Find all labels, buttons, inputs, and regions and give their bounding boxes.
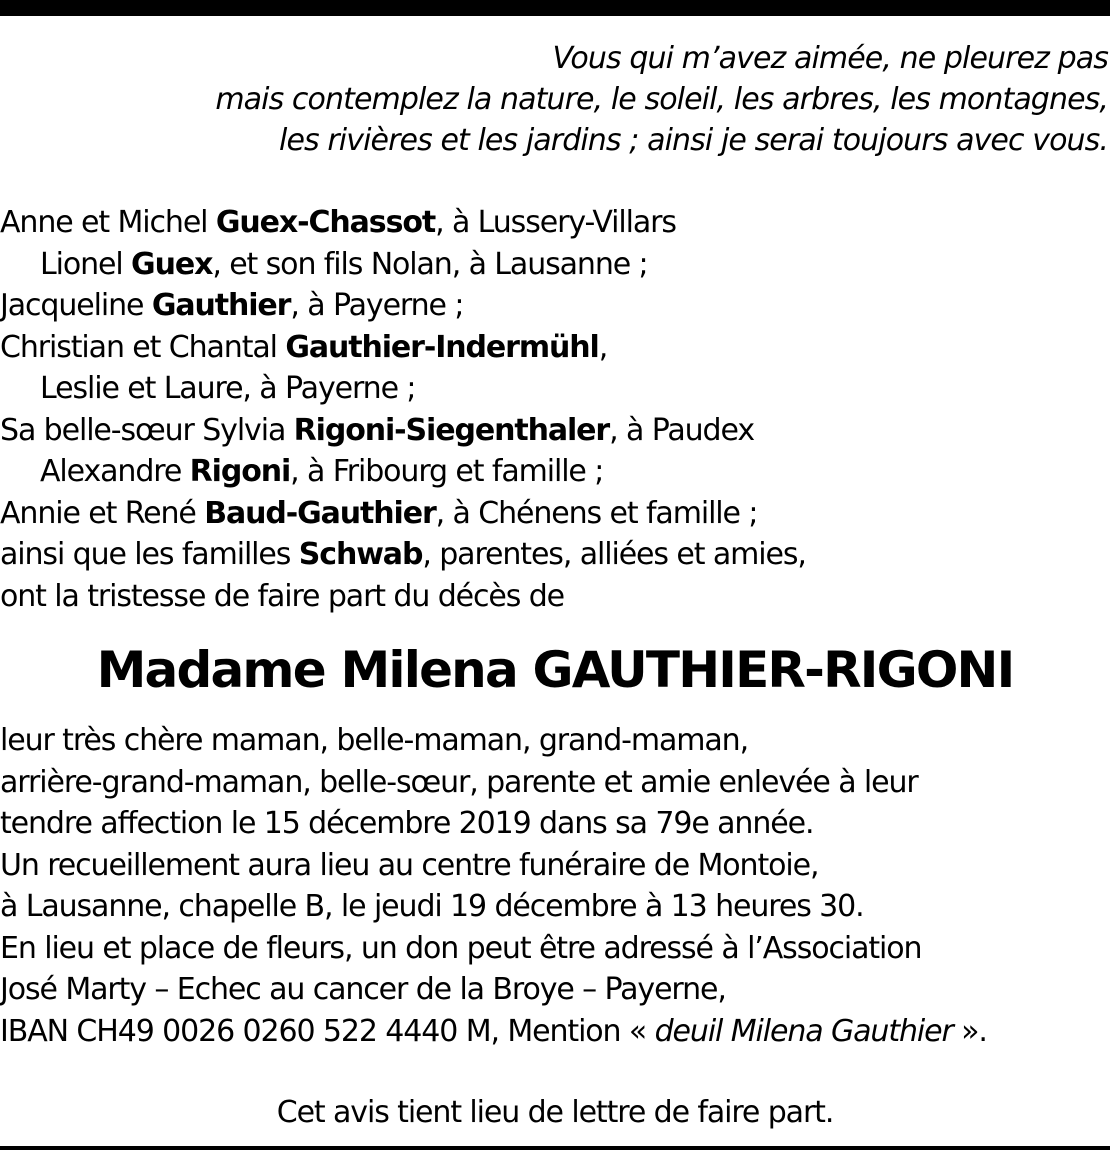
family-line: Leslie et Laure, à Payerne ; [40,371,416,406]
family-line [0,285,806,327]
family-line [0,451,806,493]
family-line-text: Anne et Michel [0,205,216,240]
body-line: Un recueillement aura lieu au centre funéraire de Montoie, [0,847,819,883]
family-line-text: , à Chénens et famille ; [435,495,758,531]
family-surname: Gauthier-Indermühl [285,329,599,365]
family-line [0,244,806,286]
poem-line: mais contemplez la nature, le soleil, les arbres, les montagnes, [215,82,1108,117]
family-line-text: , à Paudex [609,412,754,448]
family-line-text: Christian et Chantal [0,329,286,365]
family-surname: Rigoni [189,454,291,489]
family-line-text: ainsi que les familles [0,537,299,572]
deceased-name: Madame Milena GAUTHIER-RIGONI [96,641,1014,699]
family-line-text: Jacqueline [0,288,152,323]
announcement-body [0,720,987,1052]
iban-text: IBAN CH49 0026 0260 522 4440 M, Mention « [0,1013,655,1049]
family-surname: Baud-Gauthier [204,495,436,531]
family-line [0,410,806,452]
family-line-text: Alexandre [40,454,190,489]
body-line: tendre affection le 15 décembre 2019 dans sa 79e année. [0,806,814,841]
body-line: arrière-grand-maman, belle-sœur, parente et amie enlevée à leur [0,764,918,800]
family-line-text: Lionel [40,246,132,282]
iban-text-end: ». [952,1013,987,1049]
family-line-text: Sa belle-sœur Sylvia [0,412,294,448]
family-line [0,493,806,535]
family-list [0,202,806,617]
family-surname: Guex-Chassot [215,205,436,240]
family-line-text: , à Lussery-Villars [435,205,676,240]
bottom-rule [0,1146,1110,1150]
top-rule [0,0,1110,16]
family-line [0,202,806,244]
family-surname: Gauthier [151,288,291,323]
donation-mention: deuil Milena Gauthier [654,1013,953,1049]
iban-line [0,1011,987,1053]
poem-line: les rivières et les jardins ; ainsi je serai toujours avec vous. [279,123,1108,158]
closing-note: Cet avis tient lieu de lettre de faire part. [276,1095,834,1130]
family-line-text: , parentes, alliées et amies, [422,537,806,572]
family-surname: Guex [131,246,213,282]
family-surname: Rigoni-Siegenthaler [293,412,610,448]
body-line: à Lausanne, chapelle B, le jeudi 19 décembre à 13 heures 30. [0,889,864,924]
family-line [0,327,806,369]
body-line: En lieu et place de fleurs, un don peut être adressé à l’Association [0,930,922,966]
epigraph-poem [8,38,1108,161]
family-line-text: , à Fribourg et famille ; [290,454,604,489]
family-line-text: , à Payerne ; [290,288,464,323]
family-line [0,534,806,576]
body-line: leur très chère maman, belle-maman, grand-maman, [0,723,749,758]
family-surname: Schwab [298,537,423,572]
family-line-text: , et son fils Nolan, à Lausanne ; [212,246,648,282]
body-line: José Marty – Echec au cancer de la Broye – Payerne, [0,972,726,1007]
family-line: ont la tristesse de faire part du décès de [0,578,565,614]
family-line-text: Annie et René [0,495,205,531]
poem-line: Vous qui m’avez aimée, ne pleurez pas [552,41,1108,76]
family-line-text: , [598,329,608,365]
